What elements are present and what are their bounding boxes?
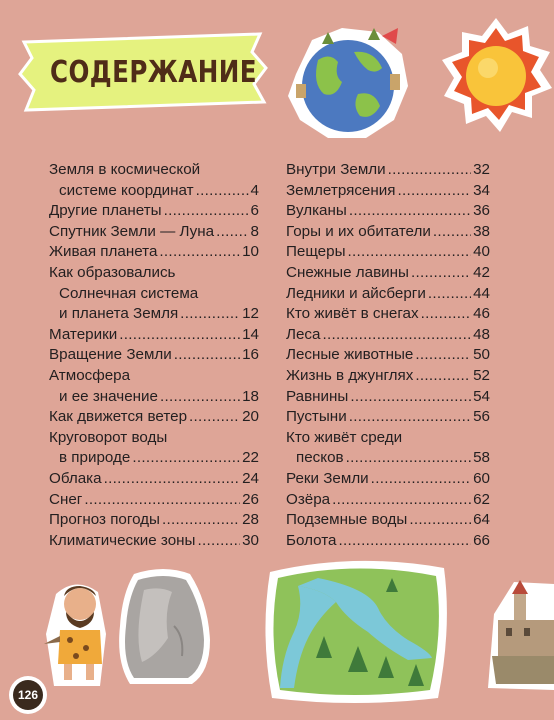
toc-entry-title: Земля в космической: [49, 161, 201, 178]
toc-page-number: 10: [242, 243, 259, 261]
toc-page-number: 62: [473, 490, 490, 508]
toc-entry-title: Подземные воды: [286, 511, 408, 529]
dot-leader: [346, 448, 471, 469]
toc-entry: [286, 160, 490, 181]
dot-leader: [196, 181, 249, 202]
toc-entry-line: [49, 448, 259, 469]
toc-entry-line: [286, 510, 490, 531]
toc-entry-line: [286, 366, 490, 387]
dot-leader: [388, 160, 471, 181]
toc-entry-title: Живая планета: [49, 243, 158, 261]
toc-entry: [49, 345, 259, 366]
toc-entry-title: Атмосфера: [49, 366, 131, 384]
toc-entry-line: [49, 160, 259, 181]
toc-page-number: 40: [473, 243, 490, 261]
toc-page-number: 16: [242, 346, 259, 364]
toc-entry-title: Снег: [49, 490, 83, 508]
toc-entry-line: [49, 490, 259, 511]
dot-leader: [428, 284, 471, 305]
toc-entry: [286, 387, 490, 408]
toc-entry: [286, 325, 490, 346]
toc-entry-line: [49, 284, 259, 305]
toc-entry-title: Жизнь в джунглях: [286, 366, 414, 384]
toc-entry: [49, 201, 259, 222]
toc-page-number: 66: [473, 531, 490, 549]
toc-page-number: 42: [473, 263, 490, 281]
toc-page-number: 32: [473, 161, 490, 178]
toc-entry: [286, 510, 490, 531]
boulder-icon: [112, 566, 216, 690]
toc-entry: [49, 469, 259, 490]
toc-entry-line: [49, 428, 259, 449]
toc-entry-line: [49, 531, 259, 552]
toc-page-number: 14: [242, 325, 259, 343]
toc-entry-title: Пустыни: [286, 408, 347, 426]
dot-leader: [160, 387, 240, 408]
toc-entry-title: Землетрясения: [286, 181, 396, 199]
toc-entry-line: [286, 469, 490, 490]
toc-page-number: 26: [242, 490, 259, 508]
dot-leader: [421, 304, 472, 325]
toc-entry-line: [286, 263, 490, 284]
toc-entry-line: [49, 242, 259, 263]
toc-entry: [286, 222, 490, 243]
toc-entry: [286, 181, 490, 202]
toc-entry-line: [286, 345, 490, 366]
dot-leader: [415, 345, 471, 366]
dot-leader: [371, 469, 471, 490]
dot-leader: [433, 222, 471, 243]
toc-page-number: 56: [473, 408, 490, 426]
toc-entry-title: и планета Земля: [59, 305, 179, 323]
toc-entry-line: [286, 448, 490, 469]
toc-entry-line: [286, 387, 490, 408]
toc-page-number: 46: [473, 305, 490, 323]
toc-page-number: 58: [473, 449, 490, 467]
toc-page-number: 6: [250, 202, 259, 220]
toc-entry-title: Как образовались: [49, 263, 176, 281]
toc-entry-title: системе координат: [59, 181, 194, 199]
toc-entry-line: [49, 181, 259, 202]
toc-entry-title: и ее значение: [59, 387, 158, 405]
toc-page-number: 20: [242, 408, 259, 426]
toc-page-number: 50: [473, 346, 490, 364]
toc-page-number: 48: [473, 325, 490, 343]
toc-left-column: [49, 160, 259, 551]
toc-entry-line: [49, 325, 259, 346]
dot-leader: [415, 366, 471, 387]
toc-entry: [286, 490, 490, 511]
toc-entry-title: Прогноз погоды: [49, 511, 160, 529]
toc-entry-title: Материки: [49, 325, 118, 343]
toc-entry-line: [286, 201, 490, 222]
toc-entry: [286, 428, 490, 469]
dot-leader: [197, 531, 240, 552]
toc-entry-title: Пещеры: [286, 243, 346, 261]
toc-entry-line: [286, 160, 490, 181]
toc-page-number: 64: [473, 511, 490, 529]
toc-entry-line: [286, 490, 490, 511]
toc-entry-title: Внутри Земли: [286, 161, 386, 178]
dot-leader: [180, 304, 240, 325]
toc-entry-line: [286, 242, 490, 263]
toc-page-number: 18: [242, 387, 259, 405]
page-number: 126: [13, 680, 43, 710]
toc-entry: [286, 469, 490, 490]
toc-entry-title: Как движется ветер: [49, 408, 188, 426]
toc-page-number: 52: [473, 366, 490, 384]
toc-entry-line: [49, 366, 259, 387]
toc-entry-title: в природе: [59, 449, 131, 467]
dot-leader: [174, 345, 240, 366]
dot-leader: [349, 201, 471, 222]
toc-entry-line: [49, 345, 259, 366]
toc-entry-title: Спутник Земли — Луна: [49, 222, 215, 240]
river-valley-icon: [258, 548, 454, 708]
toc-entry: [286, 242, 490, 263]
toc-entry-title: Реки Земли: [286, 469, 369, 487]
toc-entry-line: [49, 201, 259, 222]
toc-entry: [49, 222, 259, 243]
toc-entry: [286, 263, 490, 284]
caveman-icon: [36, 574, 120, 694]
toc-entry: [49, 263, 259, 325]
toc-page-number: 24: [242, 469, 259, 487]
toc-right-column: [286, 160, 490, 551]
toc-entry-title: Вращение Земли: [49, 346, 172, 364]
toc-entry: [286, 201, 490, 222]
toc-entry-title: Климатические зоны: [49, 531, 196, 549]
dot-leader: [322, 325, 471, 346]
toc-entry-line: [49, 469, 259, 490]
toc-entry-title: Озёра: [286, 490, 331, 508]
toc-entry: [49, 428, 259, 469]
toc-entry: [49, 242, 259, 263]
toc-entry-title: Облака: [49, 469, 102, 487]
toc-entry-title: Ледники и айсберги: [286, 284, 426, 302]
toc-entry-line: [49, 510, 259, 531]
dot-leader: [411, 263, 471, 284]
toc-page-number: 38: [473, 222, 490, 240]
toc-entry: [49, 325, 259, 346]
toc-page-number: 22: [242, 449, 259, 467]
toc-entry-title: песков: [296, 449, 344, 467]
toc-page-number: 8: [250, 222, 259, 240]
toc-entry: [49, 490, 259, 511]
toc-entry: [49, 510, 259, 531]
toc-entry-title: Вулканы: [286, 202, 347, 220]
toc-entry: [49, 160, 259, 201]
toc-entry: [286, 284, 490, 305]
dot-leader: [189, 407, 240, 428]
toc-entry-title: Равнины: [286, 387, 349, 405]
toc-entry-title: Круговорот воды: [49, 428, 168, 446]
dot-leader: [104, 469, 241, 490]
toc-page-number: 12: [242, 305, 259, 323]
title-banner: [14, 28, 272, 114]
earth-globe-icon: [282, 24, 412, 142]
toc-entry-title: Солнечная система: [59, 284, 199, 302]
toc-entry-title: Снежные лавины: [286, 263, 409, 281]
dot-leader: [350, 387, 471, 408]
dot-leader: [132, 448, 240, 469]
toc-entry: [286, 304, 490, 325]
toc-entry-line: [49, 387, 259, 408]
toc-entry-line: [286, 222, 490, 243]
dot-leader: [409, 510, 471, 531]
toc-page-number: 36: [473, 202, 490, 220]
toc-entry-title: Горы и их обитатели: [286, 222, 431, 240]
toc-entry-line: [286, 325, 490, 346]
dot-leader: [332, 490, 471, 511]
toc-entry: [49, 407, 259, 428]
toc-page-number: 60: [473, 469, 490, 487]
toc-entry: [286, 345, 490, 366]
toc-entry-title: Кто живёт среди: [286, 428, 403, 446]
toc-entry-line: [286, 284, 490, 305]
toc-page-number: 4: [250, 181, 259, 199]
toc-entry-title: Лесные животные: [286, 346, 414, 364]
dot-leader: [397, 181, 471, 202]
toc-page-number: 30: [242, 531, 259, 549]
toc-entry-line: [49, 407, 259, 428]
toc-page-number: 28: [242, 511, 259, 529]
toc-entry: [49, 531, 259, 552]
dot-leader: [348, 242, 472, 263]
castle-icon: [484, 574, 554, 694]
dot-leader: [216, 222, 248, 243]
toc-page-number: 54: [473, 387, 490, 405]
dot-leader: [119, 325, 240, 346]
toc-entry: [286, 407, 490, 428]
toc-entry-line: [286, 407, 490, 428]
dot-leader: [162, 510, 240, 531]
toc-entry: [286, 366, 490, 387]
toc-entry-title: Леса: [286, 325, 321, 343]
toc-entry-line: [49, 304, 259, 325]
dot-leader: [349, 407, 471, 428]
dot-leader: [164, 201, 249, 222]
toc-page-number: 44: [473, 284, 490, 302]
toc-entry: [49, 366, 259, 407]
toc-entry-title: Другие планеты: [49, 202, 162, 220]
dot-leader: [84, 490, 240, 511]
toc-entry-line: [286, 181, 490, 202]
toc-entry-title: Кто живёт в снегах: [286, 305, 419, 323]
toc-entry-line: [49, 222, 259, 243]
page-title: СОДЕРЖАНИЕ: [50, 55, 257, 90]
page-number-badge: [11, 678, 45, 712]
toc-entry-line: [49, 263, 259, 284]
toc-page-number: 34: [473, 181, 490, 199]
sun-icon: [438, 14, 554, 138]
toc-entry-title: Болота: [286, 531, 337, 549]
toc-entry-line: [286, 428, 490, 449]
dot-leader: [159, 242, 240, 263]
toc-entry-line: [286, 304, 490, 325]
